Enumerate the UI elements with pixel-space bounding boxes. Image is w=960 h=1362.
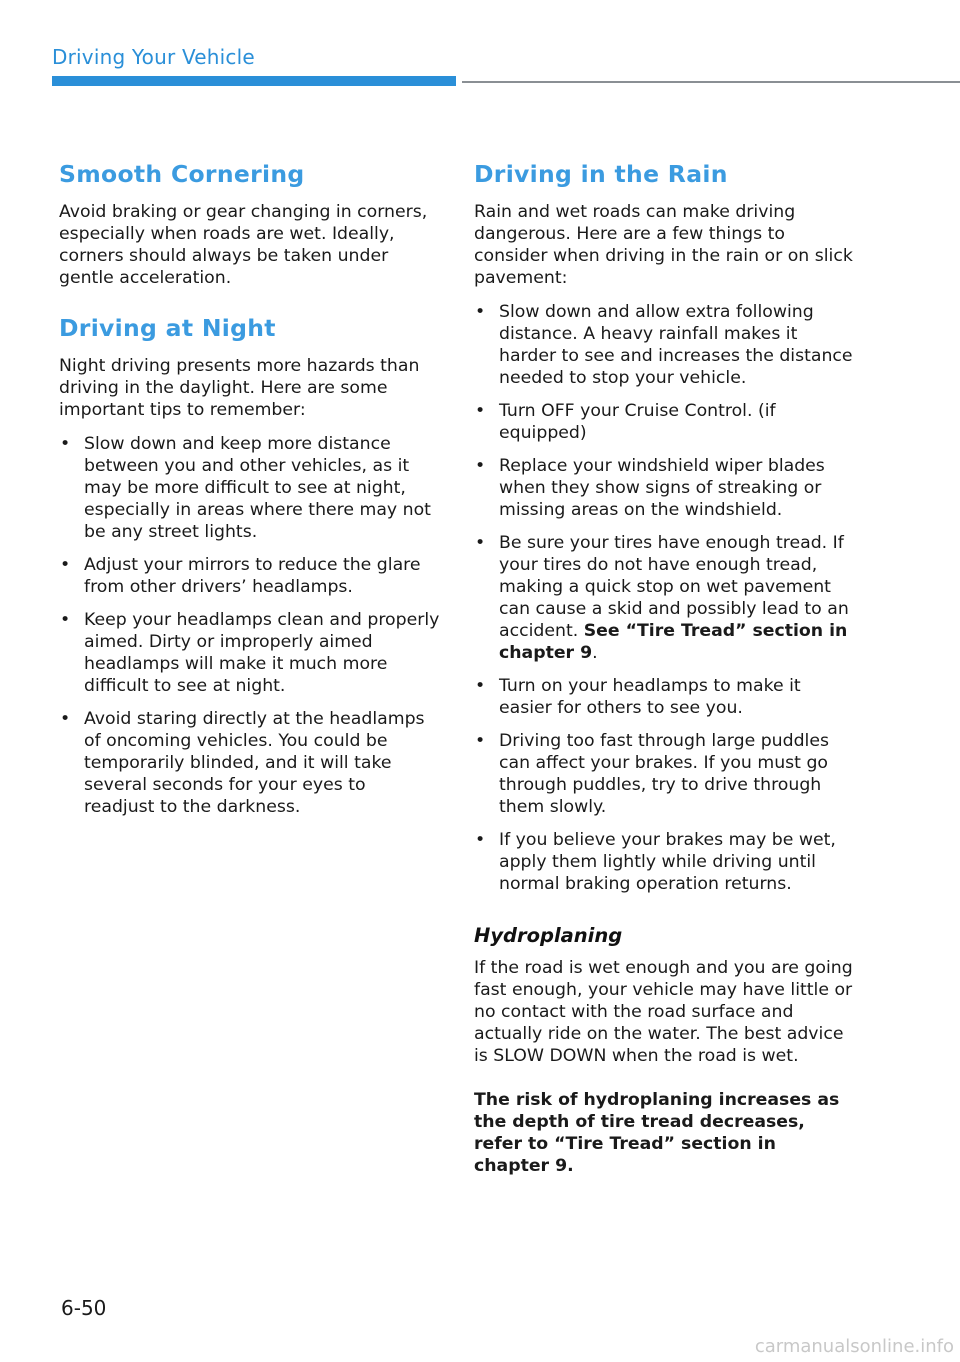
- list-item: • Adjust your mirrors to reduce the glare from other drivers’ headlamps.: [59, 554, 441, 598]
- watermark: carmanualsonline.info: [754, 1336, 954, 1357]
- list-item: • Avoid staring directly at the headlamps of oncoming vehicles. You could be temporarily blinded, and it will take several seconds for your eyes to readjust to the darkness.: [59, 708, 441, 818]
- hydroplaning-heading: Hydroplaning: [474, 924, 623, 947]
- rain-driving-heading: Driving in the Rain: [474, 160, 728, 188]
- smooth-cornering-heading: Smooth Cornering: [59, 160, 305, 188]
- list-item: • If you believe your brakes may be wet, apply them lightly while driving until normal braking operation returns.: [474, 829, 856, 895]
- smooth-cornering-section: [59, 157, 441, 289]
- header-divider: [462, 81, 960, 83]
- chapter-title: Driving Your Vehicle: [52, 45, 255, 69]
- list-item: • Replace your windshield wiper blades when they show signs of streaking or missing areas on the windshield.: [474, 455, 856, 521]
- rain-driving-tips: [474, 301, 856, 895]
- hydroplaning-note: The risk of hydroplaning increases as the depth of tire tread decreases, refer to “Tire Tread” section in chapter 9.: [474, 1090, 840, 1176]
- night-driving-section: [59, 311, 441, 818]
- night-driving-tips: [59, 433, 441, 818]
- list-item: • Turn on your headlamps to make it easier for others to see you.: [474, 675, 856, 719]
- rain-driving-section: [474, 157, 856, 895]
- hydroplaning-text: If the road is wet enough and you are going fast enough, your vehicle may have little or no contact with the road surface and actually ride on the water. The best advice is SLOW DOWN when the road is wet.: [474, 958, 853, 1066]
- tire-tread-text: Be sure your tires have enough tread. If your tires do not have enough tread, making a quick stop on wet pavement can cause a skid and possibly lead to an accident.: [499, 533, 849, 641]
- list-item-tire-tread: [474, 532, 856, 664]
- list-item: • Slow down and allow extra following distance. A heavy rainfall makes it harder to see and increases the distance needed to stop your vehicle.: [474, 301, 856, 389]
- left-column: [59, 157, 441, 829]
- night-driving-intro: Night driving presents more hazards than driving in the daylight. Here are some important tips to remember:: [59, 356, 420, 420]
- tire-tread-reference: See “Tire Tread” section in chapter 9: [499, 621, 848, 663]
- right-column: [474, 157, 856, 1189]
- page-number: 6-50: [61, 1296, 107, 1320]
- night-driving-heading: Driving at Night: [59, 314, 276, 342]
- list-item: • Turn OFF your Cruise Control. (if equipped): [474, 400, 856, 444]
- list-item: • Keep your headlamps clean and properly aimed. Dirty or improperly aimed headlamps will make it much more difficult to see at night.: [59, 609, 441, 697]
- header-accent-bar: [52, 76, 456, 86]
- tire-tread-tail: .: [592, 643, 598, 663]
- hydroplaning-section: [474, 923, 856, 1177]
- list-item: • Slow down and keep more distance between you and other vehicles, as it may be more difficult to see at night, especially in areas where there may not be any street lights.: [59, 433, 441, 543]
- smooth-cornering-text: Avoid braking or gear changing in corners, especially when roads are wet. Ideally, corners should always be taken under gentle acceleration.: [59, 202, 428, 288]
- list-item: • Driving too fast through large puddles can affect your brakes. If you must go through puddles, try to drive through them slowly.: [474, 730, 856, 818]
- rain-driving-intro: Rain and wet roads can make driving dangerous. Here are a few things to consider when driving in the rain or on slick pavement:: [474, 202, 853, 288]
